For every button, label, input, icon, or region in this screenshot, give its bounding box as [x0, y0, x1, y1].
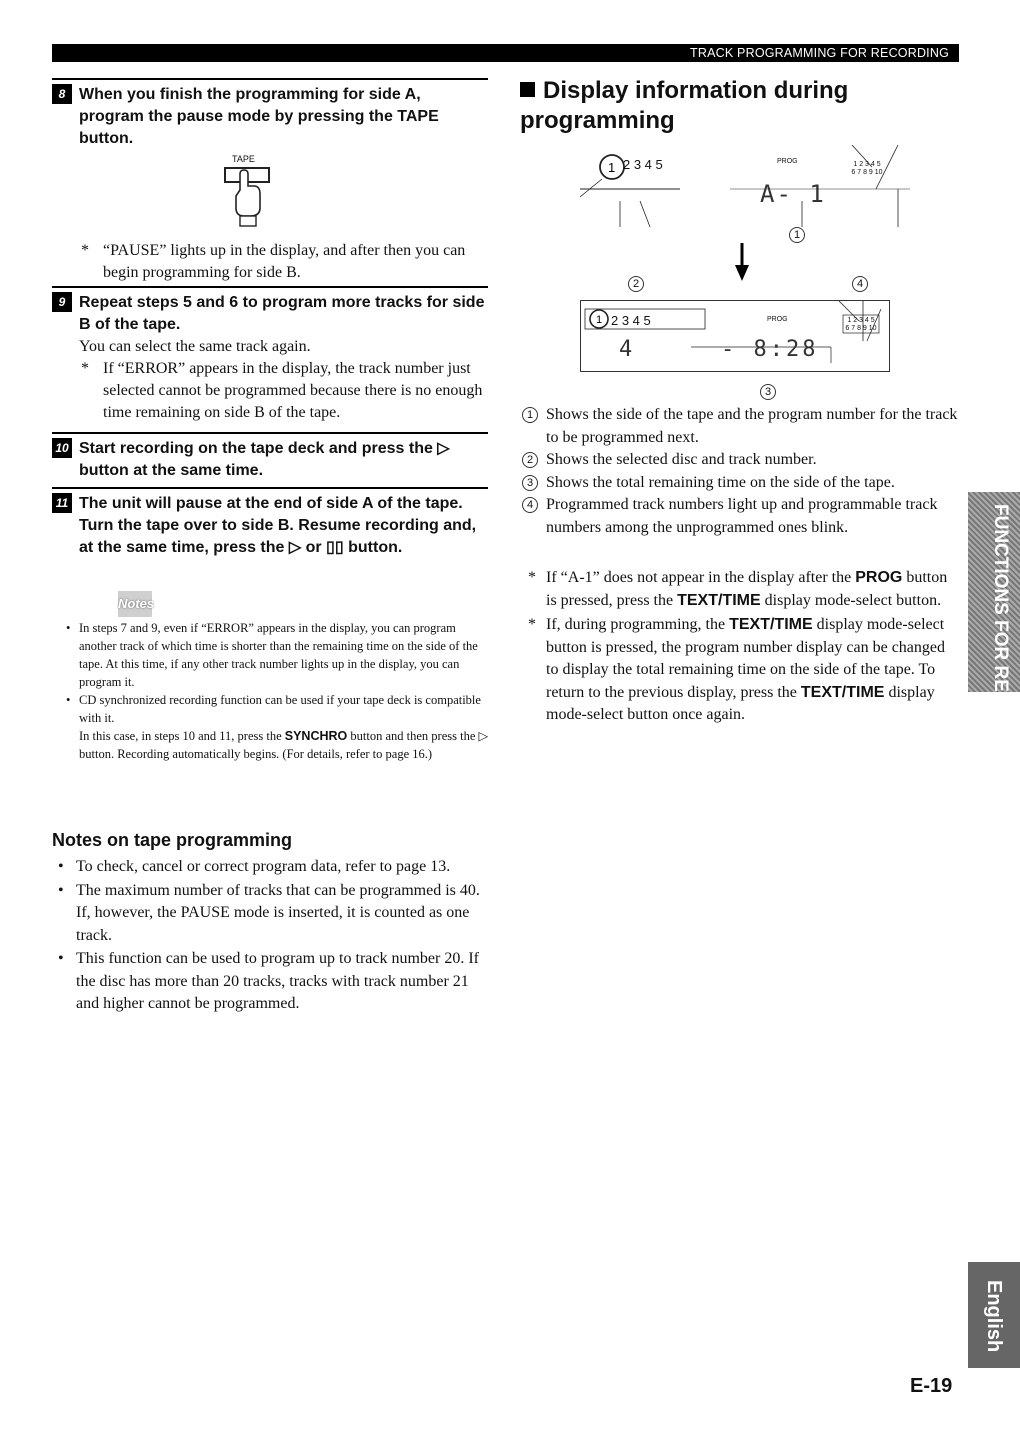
tape-note-item: • The maximum number of tracks that can be programmed is 40. If, however, the PAUSE mode is inserted, it is counted as one track. [58, 880, 488, 948]
display1-text: A- 1 [760, 180, 826, 208]
display2-prog: PROG [767, 316, 788, 323]
display-info-title [520, 76, 940, 136]
display-star-notes [520, 567, 960, 729]
step-heading: The unit will pause at the end of side A of the tape. Turn the tape over to side B. Resume recording and, at the same time, press the ▷ or ▯▯ button. [79, 495, 477, 556]
text-time-label: TEXT/TIME [677, 591, 761, 609]
display1-bottom-nums: 6 7 8 9 10 [851, 169, 883, 176]
display2-bottom-nums: 6 7 8 9 10 [845, 325, 877, 332]
callout-number: 3 [522, 475, 538, 491]
down-arrow-icon [732, 243, 752, 283]
display-explanations [520, 404, 960, 539]
display-info-title-text: Display information during programming [520, 77, 849, 134]
callout-number: 2 [628, 276, 644, 292]
notes-badge: Notes [118, 591, 152, 617]
step-number: 8 [52, 84, 72, 104]
callout-number: 2 [522, 452, 538, 468]
tape-notes-list [58, 856, 488, 1017]
svg-text:1: 1 [596, 314, 603, 326]
synchro-label: SYNCHRO [284, 729, 348, 743]
explanation-text: Shows the total remaining time on the side of the tape. [546, 473, 895, 491]
text-time-label: TEXT/TIME [729, 616, 813, 633]
step-number: 9 [52, 292, 72, 312]
display1-prog: PROG [777, 158, 798, 165]
explanation-1 [520, 404, 960, 449]
star-note-1 [520, 567, 960, 612]
prog-label: PROG [855, 569, 903, 586]
tape-button-illustration [52, 150, 488, 230]
step-note: * “PAUSE” lights up in the display, and after then you can begin programming for side B. [79, 240, 488, 284]
side-tab-functions-text: FUNCTIONS FOR RECORDING [990, 504, 1011, 782]
side-tab-language-text: English [983, 1280, 1005, 1353]
explanation-4 [520, 494, 960, 539]
text-time-label: TEXT/TIME [800, 683, 885, 701]
step-9 [52, 286, 488, 424]
step-8 [52, 78, 488, 284]
callout-number: 1 [522, 407, 538, 423]
star-note-text: display mode-select button once again. [546, 683, 935, 723]
step-heading: Repeat steps 5 and 6 to program more tracks for side B of the tape. [79, 294, 485, 333]
callout-3 [760, 382, 776, 400]
explanation-text: Shows the selected disc and track number. [546, 451, 817, 468]
explanation-text: Programmed track numbers light up and programmable track numbers among the unprogrammed ones blink. [546, 496, 938, 536]
display1-track-grid [845, 161, 889, 177]
note-item: • In steps 7 and 9, even if “ERROR” appears in the display, you can program another track of which time is shorter than the remaining time on the side of the tape. At this time, if any other track number lights up in the display, you can program it. [64, 619, 490, 691]
explanation-3 [520, 472, 960, 495]
star-note-text: display mode-select button. [760, 591, 942, 609]
star-note-text: display mode-select button is pressed, the program number display can be changed to display the total remaining time on the side of the tape. To return to the previous display, press the [546, 616, 945, 701]
star-note-text: If “A-1” does not appear in the display after the [546, 569, 856, 586]
step-heading: When you finish the programming for side A, program the pause mode by pressing the TAPE button. [79, 86, 439, 147]
note-extra-text: In this case, in steps 10 and 11, press the [79, 729, 285, 743]
section-header-bar [52, 44, 959, 62]
page-number: E-19 [910, 1375, 953, 1397]
display1-top-nums: 1 2 3 4 5 [853, 161, 881, 168]
callout-1 [789, 225, 805, 243]
callout-number: 3 [760, 384, 776, 400]
note-extra-text-2: button and then press the ▷ button. Recording automatically begins. (For details, refer to page 16.) [79, 729, 489, 761]
display2-track: 4 [619, 337, 633, 362]
tape-notes-heading: Notes on tape programming [52, 830, 293, 850]
tape-note-item: • This function can be used to program up to track number 20. If the disc has more than 20 tracks, tracks with track number 21 and higher cannot be programmed. [58, 948, 488, 1016]
finger-press-icon [220, 164, 280, 230]
notes-list [64, 619, 490, 763]
display2-time: - 8:28 [721, 337, 819, 362]
step-heading: Start recording on the tape deck and press the ▷ button at the same time. [79, 440, 450, 479]
note-extra [64, 727, 490, 763]
step-10 [52, 432, 488, 482]
step-11 [52, 487, 488, 559]
explanation-2 [520, 449, 960, 472]
star-note-text: button is pressed, press the [546, 569, 948, 609]
note-item: • CD synchronized recording function can be used if your tape deck is compatible with it. [64, 691, 490, 727]
step-body: You can select the same track again. [79, 338, 311, 355]
callout-4 [852, 274, 868, 292]
step-number: 10 [52, 438, 72, 458]
svg-text:1: 1 [608, 160, 616, 175]
display-panel-2 [580, 300, 890, 372]
section-title: TRACK PROGRAMMING FOR RECORDING [690, 46, 949, 60]
display2-discs: 2 3 4 5 [611, 313, 651, 328]
square-bullet-icon [520, 82, 535, 97]
step-number: 11 [52, 493, 72, 513]
star-note-2 [520, 614, 960, 727]
callout-number: 4 [852, 276, 868, 292]
callout-2 [628, 274, 644, 292]
tape-label: TAPE [232, 154, 255, 164]
tape-note-item: • To check, cancel or correct program data, refer to page 13. [58, 856, 488, 879]
display2-top-nums: 1 2 3 4 5 [847, 317, 875, 324]
display2-track-grid [843, 317, 879, 333]
callout-number: 4 [522, 497, 538, 513]
explanation-text: Shows the side of the tape and the program number for the track to be programmed next. [546, 406, 958, 446]
star-note-text: If, during programming, the [546, 616, 730, 633]
callout-number: 1 [789, 227, 805, 243]
side-tab-language [968, 1262, 1020, 1368]
display1-discs: 2 3 4 5 [623, 157, 663, 172]
side-tab-functions [968, 492, 1020, 782]
step-note: * If “ERROR” appears in the display, the track number just selected cannot be programmed because there is no enough time remaining on side B of the tape. [79, 358, 488, 424]
